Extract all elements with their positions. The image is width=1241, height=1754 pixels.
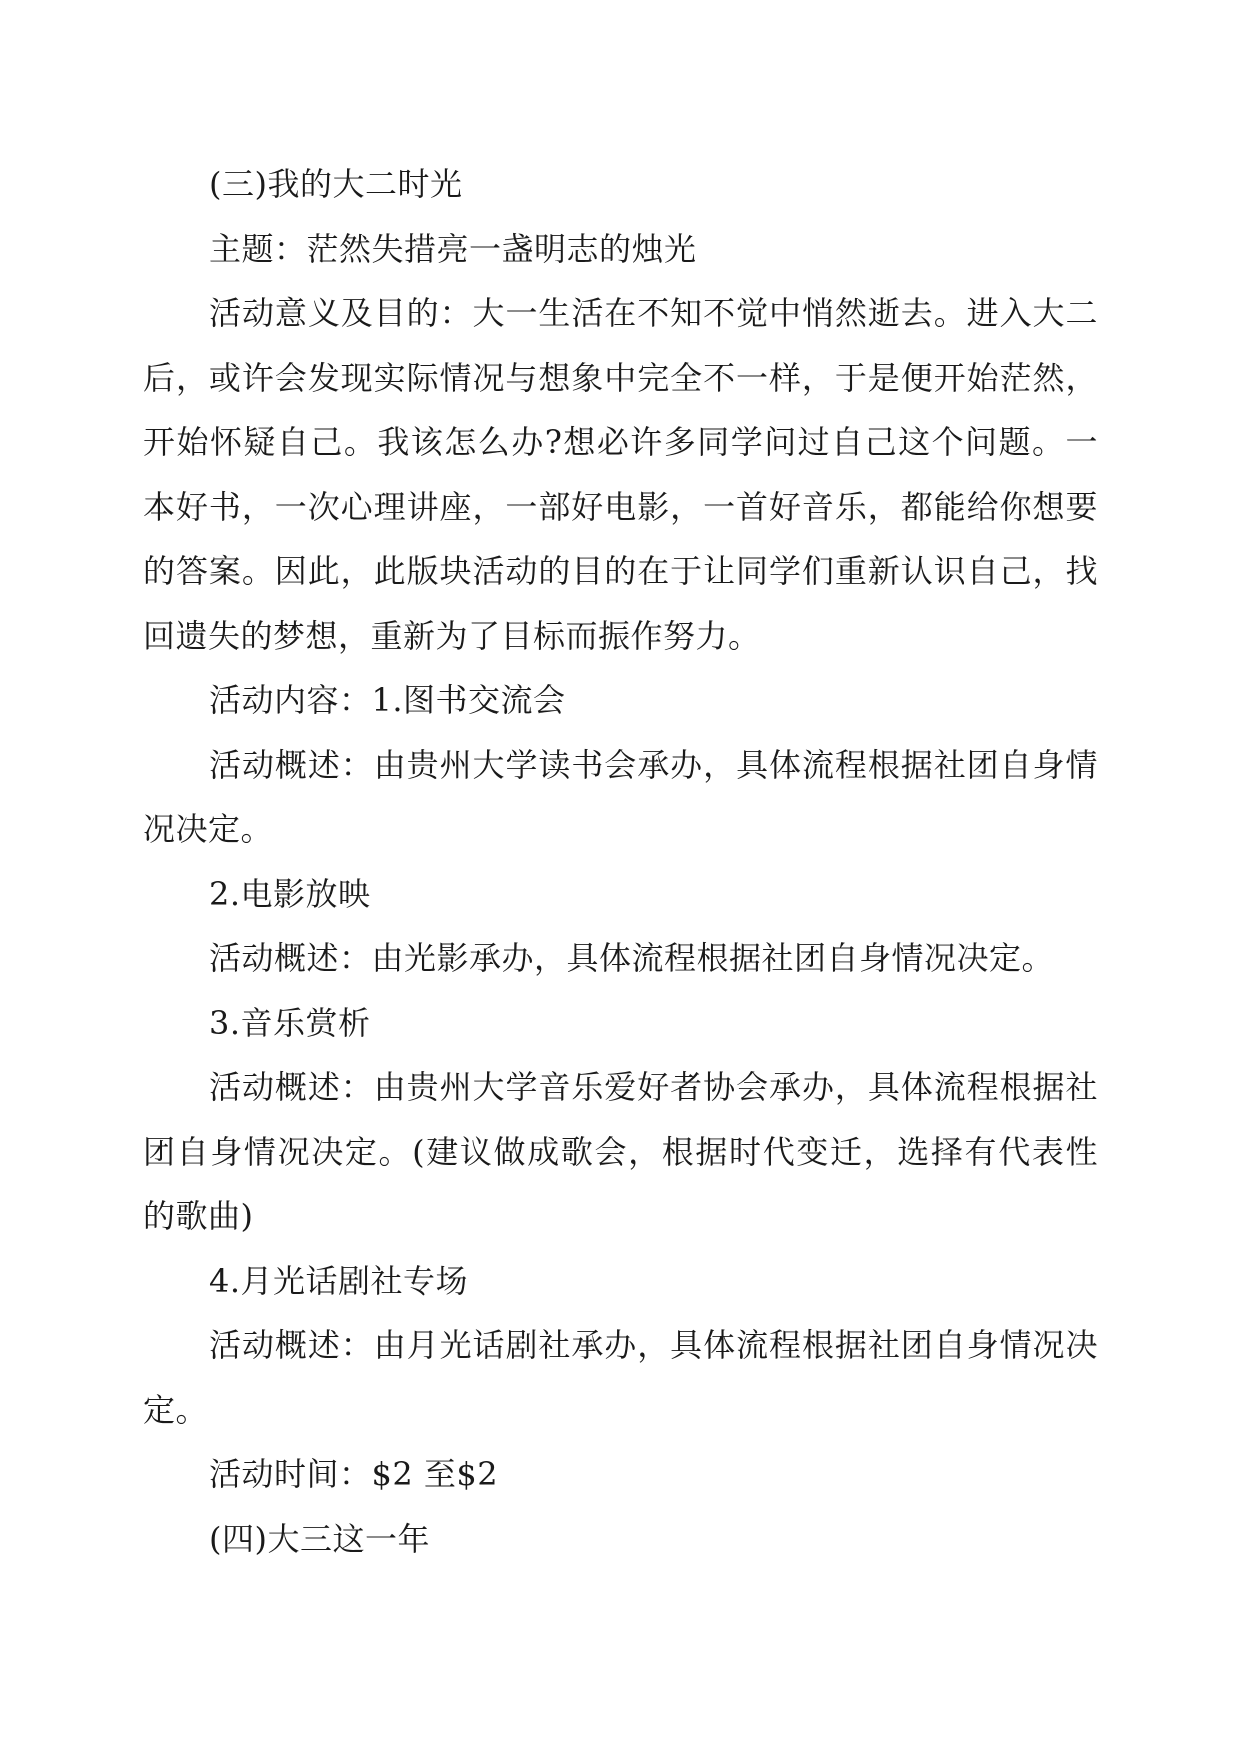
activity-summary-1: 活动概述：由贵州大学读书会承办，具体流程根据社团自身情况决定。 — [143, 745, 1098, 848]
activity-summary-4: 活动概述：由月光话剧社承办，具体流程根据社团自身情况决定。 — [143, 1326, 1098, 1429]
activity-content-1: 活动内容：1.图书交流会 — [209, 681, 566, 719]
section-heading-4: (四)大三这一年 — [209, 1519, 430, 1558]
theme-line: 主题：茫然失措亮一盏明志的烛光 — [209, 229, 697, 268]
activity-summary-3: 活动概述：由贵州大学音乐爱好者协会承办，具体流程根据社团自身情况决定。(建议做成歌会，根据时代变迁，选择有代表性的歌曲) — [143, 1068, 1098, 1235]
purpose-paragraph: 活动意义及目的：大一生活在不知不觉中悄然逝去。进入大二后，或许会发现实际情况与想象中完全不一样，于是便开始茫然，开始怀疑自己。我该怎么办?想必许多同学问过自己这个问题。一本好书，一次心理讲座，一部好电影，一首好音乐，都能给你想要的答案。因此，此版块活动的目的在于让同学们重新认识自己，找回遗失的梦想，重新为了目标而振作努力。 — [143, 294, 1098, 655]
section-heading-3: (三)我的大二时光 — [209, 165, 463, 203]
activity-content-4: 4.月光话剧社专场 — [209, 1261, 469, 1300]
activity-time: 活动时间：$2 至$2 — [209, 1455, 499, 1493]
activity-summary-2: 活动概述：由光影承办，具体流程根据社团自身情况决定。 — [209, 939, 1055, 977]
activity-content-3: 3.音乐赏析 — [209, 1003, 371, 1042]
document-body — [143, 152, 1098, 1571]
activity-content-2: 2.电影放映 — [209, 874, 371, 913]
